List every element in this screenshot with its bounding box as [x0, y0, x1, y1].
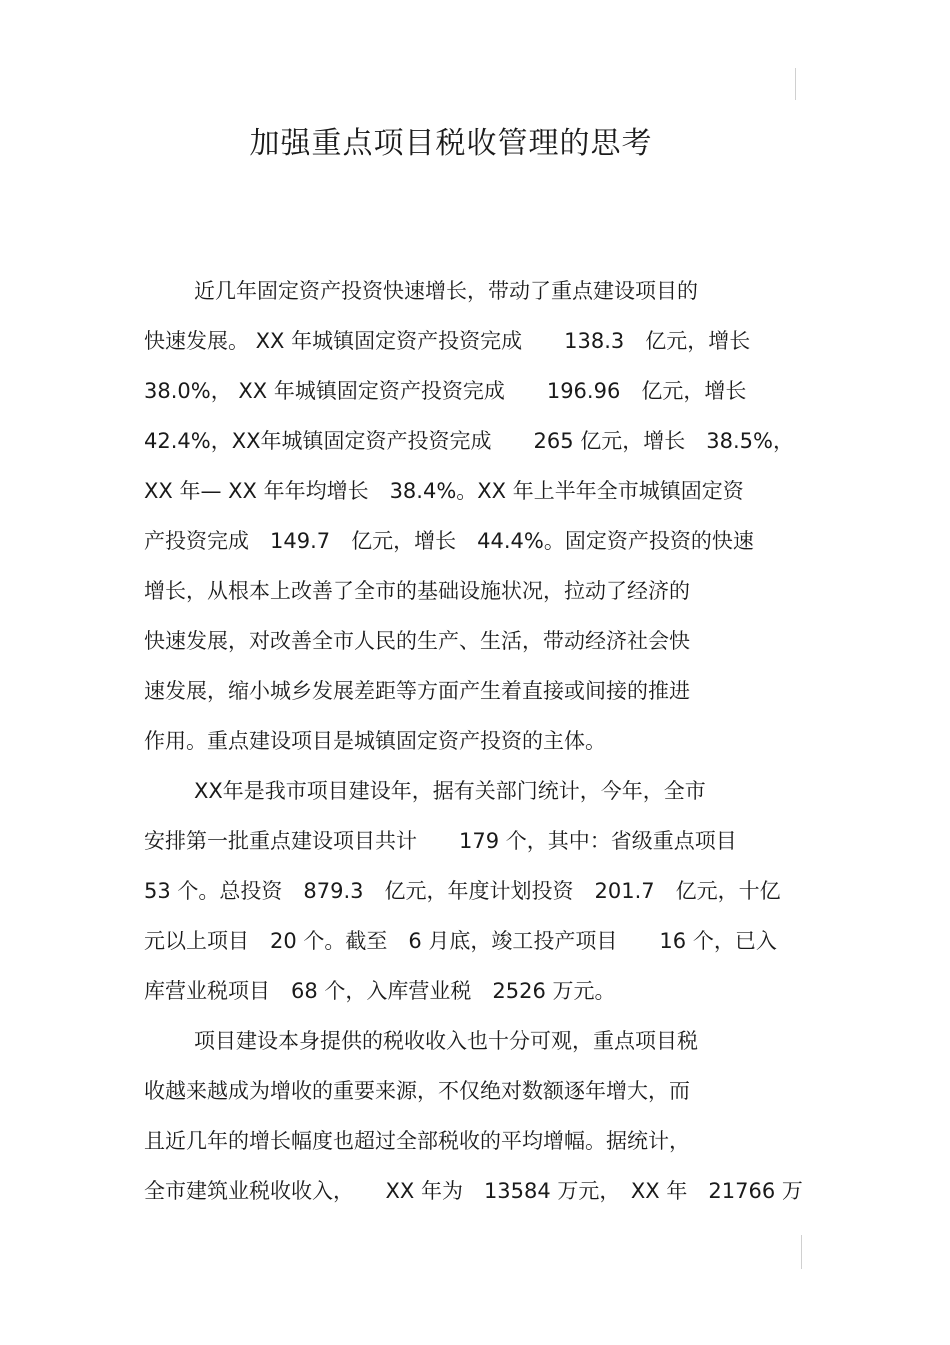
- paragraph-line: 53 个。总投资 879.3 亿元，年度计划投资 201.7 亿元，十亿: [144, 879, 781, 903]
- paragraph-line: 且近几年的增长幅度也超过全部税收的平均增幅。据统计，: [144, 1129, 690, 1153]
- paragraph-line: 元以上项目 20 个。截至 6 月底，竣工投产项目 16 个，已入: [144, 929, 777, 953]
- paragraph-line: 项目建设本身提供的税收收入也十分可观，重点项目税: [194, 1029, 698, 1053]
- paragraph-line: 收越来越成为增收的重要来源，不仅绝对数额逐年增大，而: [144, 1079, 690, 1103]
- paragraph-line: 速发展，缩小城乡发展差距等方面产生着直接或间接的推进: [144, 679, 690, 703]
- paragraph-line: 38.0%， XX 年城镇固定资产投资完成 196.96 亿元，增长: [144, 379, 747, 403]
- paragraph-line: 安排第一批重点建设项目共计 179 个，其中：省级重点项目: [144, 829, 737, 853]
- paragraph-line: 产投资完成 149.7 亿元，增长 44.4%。固定资产投资的快速: [144, 529, 754, 553]
- page-edge-mark-top: [795, 68, 796, 100]
- paragraph-line: 全市建筑业税收收入， XX 年为 13584 万元， XX 年 21766 万: [144, 1179, 803, 1203]
- paragraph-line: XX 年— XX 年年均增长 38.4%。XX 年上半年全市城镇固定资: [144, 479, 744, 503]
- paragraph-line: 作用。重点建设项目是城镇固定资产投资的主体。: [144, 729, 606, 753]
- paragraph-line: 快速发展。 XX 年城镇固定资产投资完成 138.3 亿元，增长: [144, 329, 751, 353]
- paragraph-line: 增长，从根本上改善了全市的基础设施状况，拉动了经济的: [144, 579, 690, 603]
- paragraph-line: XX年是我市项目建设年，据有关部门统计，今年，全市: [194, 779, 706, 803]
- paragraph-line: 库营业税项目 68 个，入库营业税 2526 万元。: [144, 979, 616, 1003]
- page-edge-mark-bottom: [801, 1235, 802, 1269]
- paragraph-line: 42.4%，XX年城镇固定资产投资完成 265 亿元，增长 38.5%，: [144, 429, 794, 453]
- paragraph-line: 快速发展，对改善全市人民的生产、生活，带动经济社会快: [144, 629, 690, 653]
- paragraph-line: 近几年固定资产投资快速增长，带动了重点建设项目的: [194, 279, 698, 303]
- document-title: 加强重点项目税收管理的思考: [249, 126, 653, 161]
